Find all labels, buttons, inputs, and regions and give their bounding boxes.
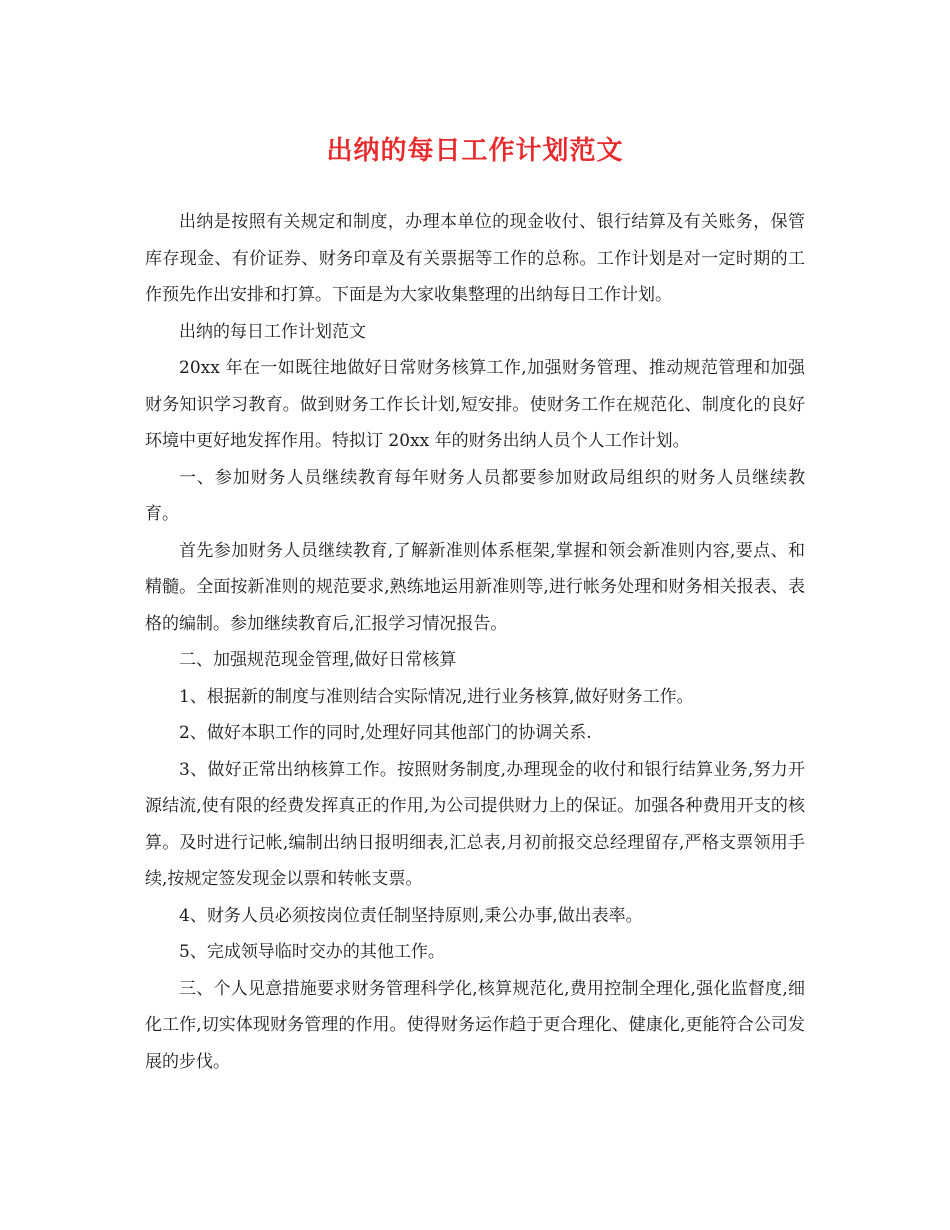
paragraph-section-1-body: 首先参加财务人员继续教育,了解新准则体系框架,掌握和领会新准则内容,要点、和精髓。全面按新准则的规范要求,熟练地运用新准则等,进行帐务处理和财务相关报表、表格的编制。参加继续教育后,汇报学习情况报告。 <box>145 540 805 634</box>
paragraph-item-4: 4、财务人员必须按岗位责任制坚持原则,秉公办事,做出表率。 <box>179 905 643 926</box>
paragraph-section-1-heading: 一、参加财务人员继续教育每年财务人员都要参加财政局组织的财务人员继续教育。 <box>145 467 805 524</box>
paragraph-item-3: 3、做好正常出纳核算工作。按照财务制度,办理现金的收付和银行结算业务,努力开源结流,使有限的经费发挥真正的作用,为公司提供财力上的保证。加强各种费用开支的核算。及时进行记帐,编制出纳日报明细表,汇总表,月初前报交总经理留存,严格支票领用手续,按规定签发现金以票和转帐支票。 <box>145 759 805 889</box>
paragraph-intro: 出纳是按照有关规定和制度，办理本单位的现金收付、银行结算及有关账务，保管库存现金、有价证券、财务印章及有关票据等工作的总称。工作计划是对一定时期的工作预先作出安排和打算。下面是为大家收集整理的出纳每日工作计划。 <box>145 212 805 305</box>
paragraph-item-1: 1、根据新的制度与准则结合实际情况,进行业务核算,做好财务工作。 <box>179 686 694 707</box>
paragraph-item-2: 2、做好本职工作的同时,处理好同其他部门的协调关系. <box>179 723 592 743</box>
paragraph-section-2-heading: 二、加强规范现金管理,做好日常核算 <box>179 650 457 670</box>
document-title: 出纳的每日工作计划范文 <box>326 136 624 166</box>
document-body <box>145 204 805 1080</box>
paragraph-item-5: 5、完成领导临时交办的其他工作。 <box>179 942 445 962</box>
paragraph-subtitle: 出纳的每日工作计划范文 <box>179 321 366 342</box>
paragraph-overview: 20xx 年在一如既往地做好日常财务核算工作,加强财务管理、推动规范管理和加强财务知识学习教育。做到财务工作长计划,短安排。使财务工作在规范化、制度化的良好环境中更好地发挥作用。特拟订 20xx 年的财务出纳人员个人工作计划。 <box>145 358 805 451</box>
paragraph-section-3: 三、个人见意措施要求财务管理科学化,核算规范化,费用控制全理化,强化监督度,细化工作,切实体现财务管理的作用。使得财务运作趋于更合理化、健康化,更能符合公司发展的步伐。 <box>145 978 805 1072</box>
